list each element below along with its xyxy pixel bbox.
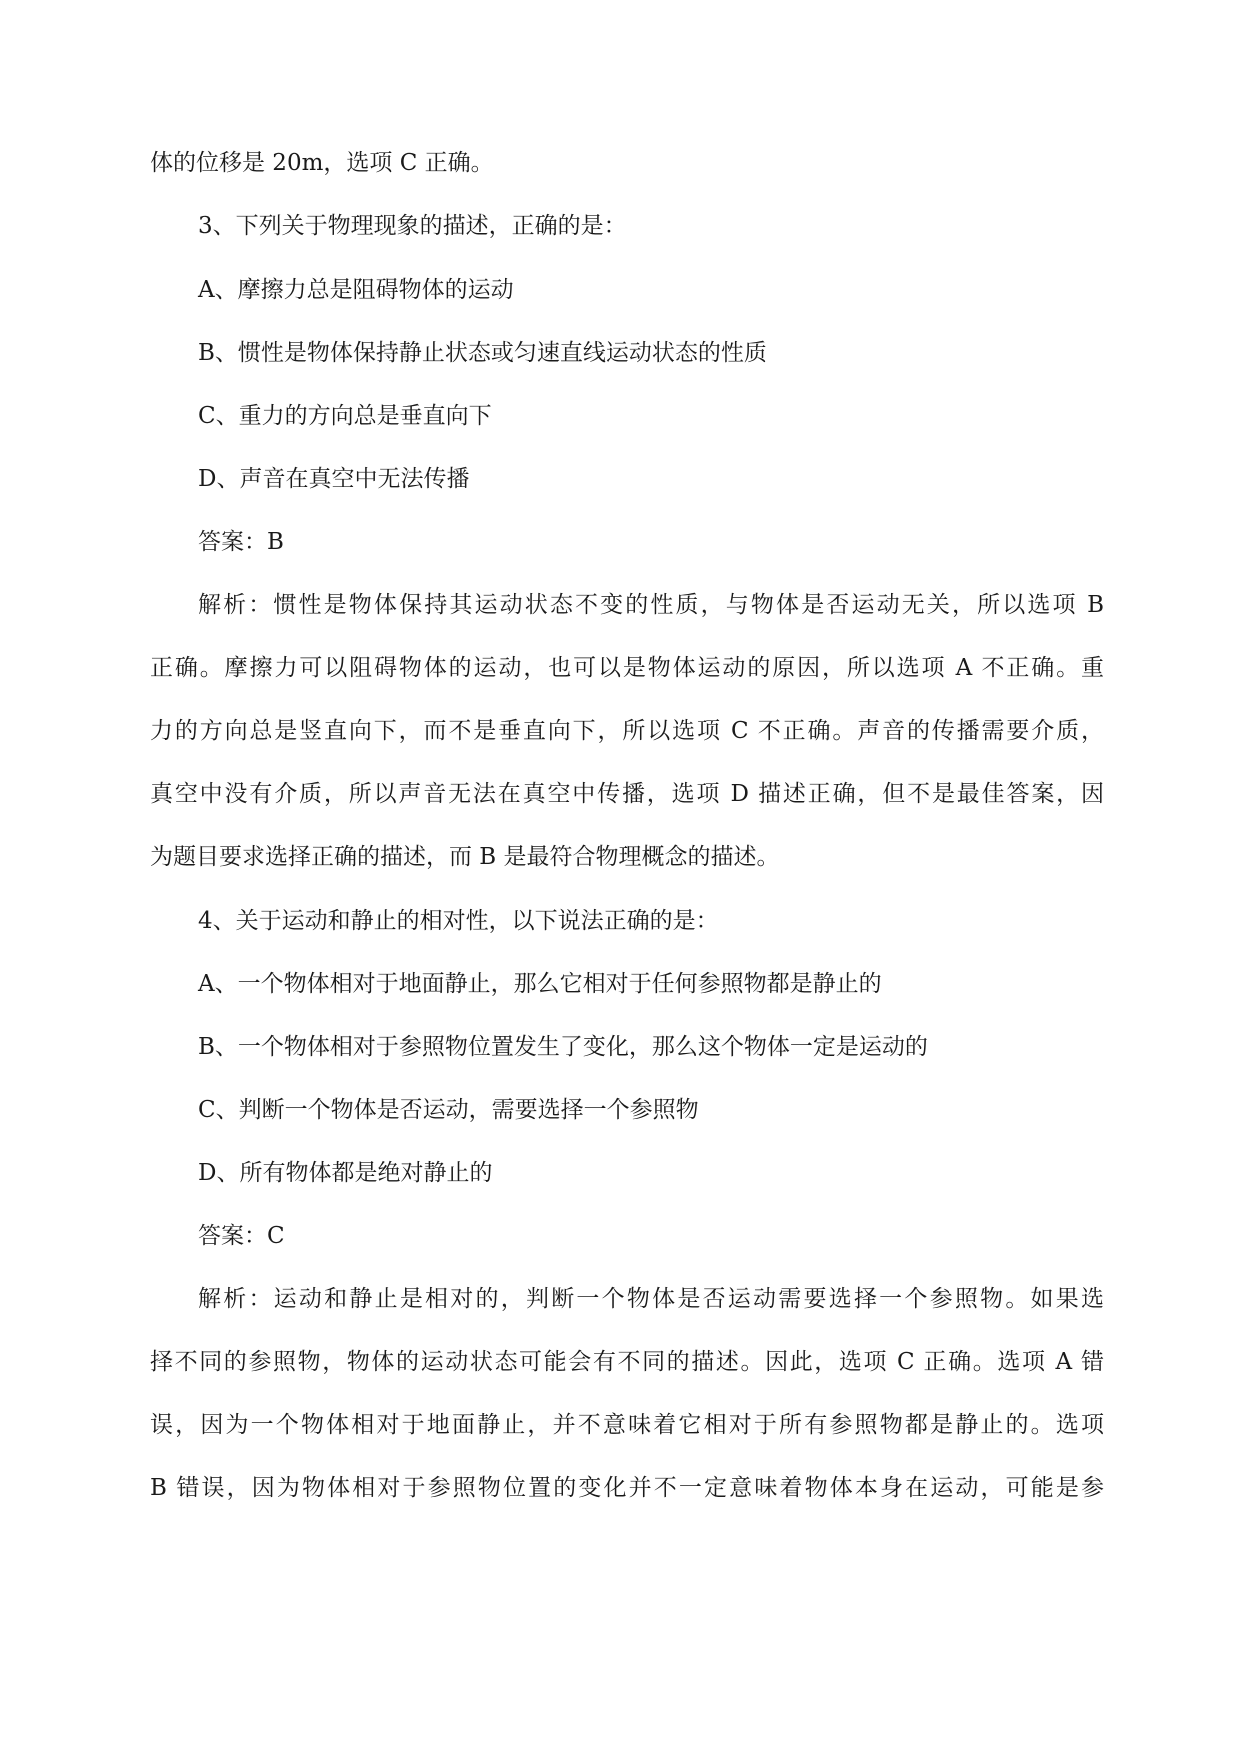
question-4-stem: 4、关于运动和静止的相对性，以下说法正确的是： [198, 908, 719, 934]
question-4-answer: 答案：C [198, 1223, 285, 1249]
question-4-explanation-line: 择不同的参照物，物体的运动状态可能会有不同的描述。因此，选项 C 正确。选项 A 错 [150, 1349, 1104, 1375]
text-line-continuation: 体的位移是 20m，选项 C 正确。 [150, 150, 494, 176]
question-4-option-d: D、所有物体都是绝对静止的 [198, 1160, 493, 1186]
question-3-explanation-line: 真空中没有介质，所以声音无法在真空中传播，选项 D 描述正确，但不是最佳答案，因 [150, 781, 1104, 807]
question-4-explanation-line: B 错误，因为物体相对于参照物位置的变化并不一定意味着物体本身在运动，可能是参 [150, 1475, 1104, 1501]
question-3-stem: 3、下列关于物理现象的描述，正确的是： [198, 213, 627, 239]
question-4-explanation-line: 解析：运动和静止是相对的，判断一个物体是否运动需要选择一个参照物。如果选 [198, 1286, 1104, 1312]
question-4-option-c: C、判断一个物体是否运动，需要选择一个参照物 [198, 1097, 699, 1123]
question-3-explanation-line: 为题目要求选择正确的描述，而 B 是最符合物理概念的描述。 [150, 844, 780, 870]
question-3-option-b: B、惯性是物体保持静止状态或匀速直线运动状态的性质 [198, 340, 767, 366]
question-3-explanation-line: 正确。摩擦力可以阻碍物体的运动，也可以是物体运动的原因，所以选项 A 不正确。重 [150, 655, 1104, 681]
question-4-option-b: B、一个物体相对于参照物位置发生了变化，那么这个物体一定是运动的 [198, 1034, 928, 1060]
question-3-answer: 答案：B [198, 529, 284, 555]
question-3-option-d: D、声音在真空中无法传播 [198, 466, 470, 492]
question-4-option-a: A、一个物体相对于地面静止，那么它相对于任何参照物都是静止的 [198, 971, 882, 997]
question-3-explanation-line: 力的方向总是竖直向下，而不是垂直向下，所以选项 C 不正确。声音的传播需要介质， [150, 718, 1104, 744]
question-4-explanation-line: 误，因为一个物体相对于地面静止，并不意味着它相对于所有参照物都是静止的。选项 [150, 1412, 1104, 1438]
question-3-option-c: C、重力的方向总是垂直向下 [198, 403, 492, 429]
question-3-option-a: A、摩擦力总是阻碍物体的运动 [198, 277, 514, 303]
question-3-explanation-line: 解析：惯性是物体保持其运动状态不变的性质，与物体是否运动无关，所以选项 B [198, 592, 1104, 618]
